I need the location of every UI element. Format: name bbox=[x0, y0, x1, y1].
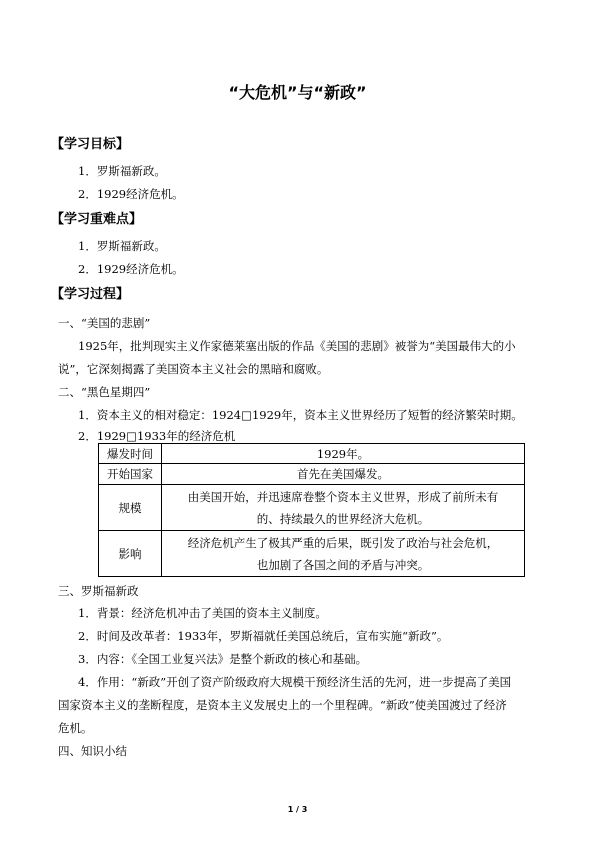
table-cell-label: 规模 bbox=[99, 485, 162, 531]
section-title: 三、罗斯福新政 bbox=[58, 584, 139, 598]
table-cell-label: 开始国家 bbox=[99, 464, 162, 485]
page-number: 1 / 3 bbox=[287, 805, 308, 814]
table-cell-label: 爆发时间 bbox=[99, 444, 162, 464]
list-item: 2．时间及改革者：1933年，罗斯福就任美国总统后，宣布实施“新政”。 bbox=[78, 629, 449, 643]
keypoint-item: 1．罗斯福新政。 bbox=[78, 239, 166, 253]
goal-item: 1．罗斯福新政。 bbox=[78, 164, 166, 178]
paragraph-line: 危机。 bbox=[58, 721, 93, 735]
table-cell-value: 首先在美国爆发。 bbox=[162, 464, 525, 485]
goals-heading: 【学习目标】 bbox=[51, 137, 130, 152]
cell-line: 的、持续最久的世界经济大危机。 bbox=[256, 511, 430, 526]
process-heading: 【学习过程】 bbox=[51, 287, 130, 302]
list-item: 4．作用：“新政”开创了资产阶级政府大规模干预经济生活的先河，进一步提高了美国 bbox=[78, 675, 512, 689]
table-row bbox=[99, 464, 525, 485]
page-title: “大危机”与“新政” bbox=[228, 83, 367, 102]
table-row bbox=[99, 485, 525, 531]
table-cell-label: 影响 bbox=[99, 531, 162, 577]
list-item: 2．1929□1933年的经济危机 bbox=[78, 429, 236, 443]
cell-line: 由美国开始，并迅速席卷整个资本主义世界，形成了前所未有 bbox=[187, 489, 499, 504]
paragraph-line: 国家资本主义的垄断程度，是资本主义发展史上的一个里程碑。“新政”使美国渡过了经济 bbox=[58, 698, 507, 712]
section-title: 四、知识小结 bbox=[58, 744, 127, 758]
table-row bbox=[99, 531, 525, 577]
section-title: 二、“黑色星期四” bbox=[58, 385, 151, 399]
goal-item: 2．1929经济危机。 bbox=[78, 187, 184, 201]
table-row bbox=[99, 444, 525, 464]
table-cell-value bbox=[162, 531, 525, 577]
paragraph-line: 1925年，批判现实主义作家德莱塞出版的作品《美国的悲剧》被誉为“美国最伟大的小 bbox=[78, 339, 516, 353]
cell-line: 也加剧了各国之间的矛盾与冲突。 bbox=[256, 557, 430, 572]
list-item: 3．内容：《全国工业复兴法》是整个新政的核心和基础。 bbox=[78, 652, 368, 666]
crisis-table bbox=[98, 443, 525, 577]
table-cell-value bbox=[162, 485, 525, 531]
cell-line: 经济危机产生了极其严重的后果，既引发了政治与社会危机， bbox=[187, 535, 499, 550]
section-title: 一、“美国的悲剧” bbox=[58, 316, 151, 330]
list-item: 1．背景：经济危机冲击了美国的资本主义制度。 bbox=[78, 606, 327, 620]
keypoints-heading: 【学习重难点】 bbox=[51, 212, 143, 227]
paragraph-line: 说”，它深刻揭露了美国资本主义社会的黑暗和腐败。 bbox=[58, 362, 329, 376]
keypoint-item: 2．1929经济危机。 bbox=[78, 262, 184, 276]
list-item: 1．资本主义的相对稳定：1924□1929年，资本主义世界经历了短暂的经济繁荣时期。 bbox=[78, 408, 523, 422]
table-cell-value: 1929年。 bbox=[162, 444, 525, 464]
